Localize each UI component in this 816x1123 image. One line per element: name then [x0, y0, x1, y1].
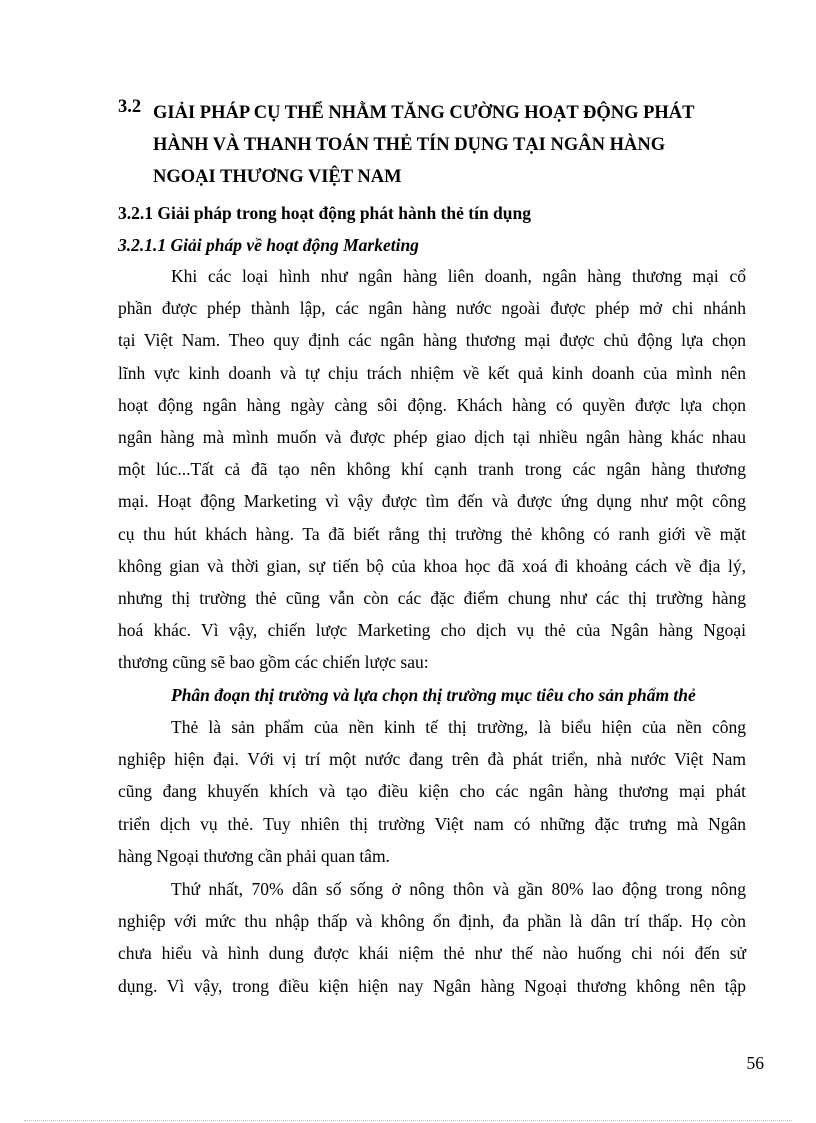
page-number: 56	[746, 1053, 764, 1073]
text-line: ngân hàng mà mình muốn và được phép giao dịch tại nhiều ngân hàng khác nhau	[118, 426, 746, 447]
text-line: cụ thu hút khách hàng. Ta đã biết rằng thị trường thẻ không có ranh giới về mặt	[118, 523, 746, 544]
text-line: dụng. Vì vậy, trong điều kiện hiện nay Ngân hàng Ngoại thương không nên tập	[118, 975, 746, 996]
section-heading: 3.2.1 Giải pháp trong hoạt động phát hành thẻ tín dụng	[118, 203, 532, 223]
subsection-heading: 3.2.1.1 Giải pháp về hoạt động Marketing	[118, 235, 419, 255]
text-line: hàng Ngoại thương cần phải quan tâm.	[118, 845, 390, 866]
text-line: Thứ nhất, 70% dân số sống ở nông thôn và gần 80% lao động trong nông	[171, 879, 746, 899]
text-line: Thẻ là sản phẩm của nền kinh tế thị trường, là biểu hiện của nền công	[171, 717, 746, 737]
text-line: cũng đang khuyến khích và tạo điều kiện cho các ngân hàng thương mại phát	[118, 781, 746, 802]
heading-line: GIẢI PHÁP CỤ THỂ NHẰM TĂNG CƯỜNG HOẠT ĐỘNG PHÁT	[153, 103, 695, 123]
text-line: mại. Hoạt động Marketing vì vậy được tìm đến và được ứng dụng như một công	[118, 491, 746, 512]
paragraph-3	[118, 873, 746, 1002]
heading-line: HÀNH VÀ THANH TOÁN THẺ TÍN DỤNG TẠI NGÂN HÀNG	[153, 135, 666, 155]
heading-line: NGOẠI THƯƠNG VIỆT NAM	[153, 167, 402, 187]
heading-number: 3.2	[118, 97, 142, 117]
text-line: nghiệp hiện đại. Với vị trí một nước đang trên đà phát triển, nhà nước Việt Nam	[118, 749, 746, 770]
text-line: phần được phép thành lập, các ngân hàng nước ngoài được phép mở chi nhánh	[118, 298, 746, 319]
text-line: triển dịch vụ thẻ. Tuy nhiên thị trường Việt nam có những đặc trưng mà Ngân	[118, 813, 746, 834]
italic-heading: Phân đoạn thị trường và lựa chọn thị trường mục tiêu cho sản phẩm thẻ	[171, 685, 696, 705]
page-bottom-divider	[24, 1120, 792, 1121]
heading-title	[153, 97, 753, 193]
text-line: hoạt động ngân hàng ngày càng sôi động. Khách hàng có quyền được lựa chọn	[118, 394, 746, 415]
italic-heading-block	[118, 679, 746, 711]
text-line: lĩnh vực kinh doanh và tự chịu trách nhiệm về kết quả kinh doanh của mình nên	[118, 362, 746, 383]
text-line: không gian và thời gian, sự tiến bộ của khoa học đã xoá đi khoảng cách về địa lý,	[118, 555, 746, 576]
text-line: hoá khác. Vì vậy, chiến lược Marketing cho dịch vụ thẻ của Ngân hàng Ngoại	[118, 620, 746, 641]
paragraph-2	[118, 711, 746, 872]
text-line: chưa hiểu và hình dung được khái niệm thẻ như thế nào huống chi nói đến sử	[118, 943, 746, 964]
text-line: nhưng thị trường thẻ cũng vẫn còn các đặc điểm chung như các thị trường hàng	[118, 587, 746, 608]
paragraph-1	[118, 260, 746, 678]
text-line: nghiệp với mức thu nhập thấp và không ổn định, đa phần là dân trí thấp. Họ còn	[118, 911, 746, 932]
text-line: tại Việt Nam. Theo quy định các ngân hàng thương mại được chủ động lựa chọn	[118, 330, 746, 351]
text-line: Khi các loại hình như ngân hàng liên doanh, ngân hàng thương mại cổ	[171, 266, 746, 286]
text-line: thương cũng sẽ bao gồm các chiến lược sau:	[118, 652, 429, 673]
text-line: một lúc...Tất cả đã tạo nên không khí cạnh tranh trong các ngân hàng thương	[118, 459, 746, 480]
